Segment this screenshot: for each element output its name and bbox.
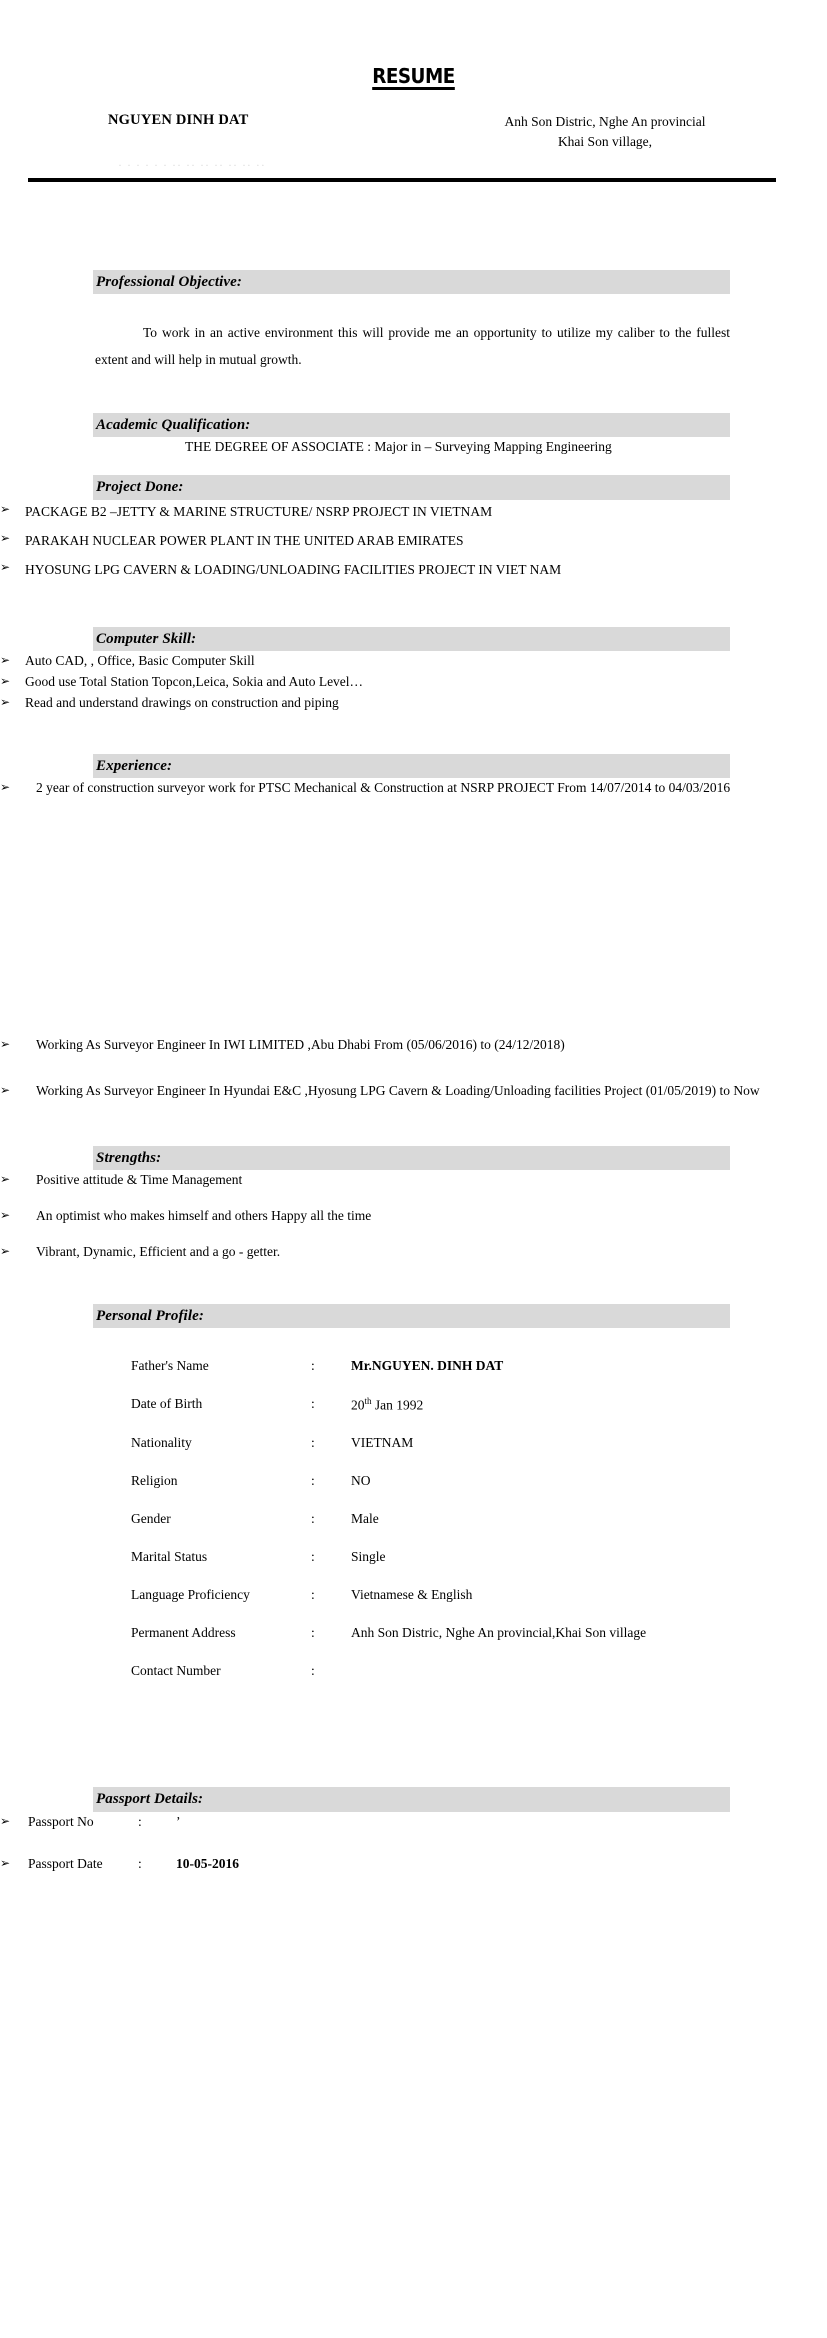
profile-colon: : — [311, 1625, 315, 1641]
section-passport-details-header — [93, 1787, 730, 1811]
bullet-arrow-icon: ➢ — [0, 652, 11, 667]
list-item-text: Vibrant, Dynamic, Efficient and a go - getter. — [36, 1243, 281, 1259]
table-row — [131, 1358, 646, 1396]
section-title: Academic Qualification: — [96, 416, 251, 433]
bullet-arrow-icon: ➢ — [0, 1171, 11, 1186]
section-computer-skill-header — [93, 627, 730, 651]
profile-label: Marital Status — [131, 1549, 208, 1565]
table-row — [131, 1625, 646, 1663]
profile-label: Permanent Address — [131, 1625, 236, 1641]
passport-no-value: ’ — [176, 1813, 181, 1829]
section-professional-objective-header — [93, 270, 730, 294]
section-personal-profile-header — [93, 1304, 730, 1328]
list-item — [0, 558, 827, 583]
spacer — [0, 457, 827, 475]
list-item — [0, 1854, 827, 1875]
bullet-arrow-icon: ➢ — [0, 673, 11, 688]
academic-qualification-line: THE DEGREE OF ASSOCIATE : Major in – Surveying Mapping Engineering — [185, 439, 612, 455]
bullet-arrow-icon: ➢ — [0, 1037, 11, 1052]
list-item — [0, 1242, 827, 1263]
list-item — [0, 529, 827, 554]
candidate-name: NGUYEN DINH DAT — [108, 112, 249, 128]
spacer — [0, 373, 827, 413]
profile-colon: : — [311, 1435, 315, 1451]
section-title: Professional Objective: — [96, 274, 243, 290]
spacer — [0, 1701, 827, 1787]
profile-colon: : — [311, 1549, 315, 1565]
project-done-list — [0, 500, 827, 583]
spacer — [0, 714, 827, 754]
passport-date-label: Passport Date — [28, 1856, 103, 1872]
profile-colon: : — [311, 1587, 315, 1603]
table-row — [131, 1587, 646, 1625]
passport-details-list — [0, 1812, 827, 1876]
table-row — [131, 1396, 646, 1436]
passport-colon: : — [138, 1856, 142, 1872]
profile-value: VIETNAM — [351, 1435, 414, 1451]
computer-skill-list — [0, 651, 827, 714]
experience-list-top — [0, 778, 827, 798]
table-row — [131, 1511, 646, 1549]
experience-list-bottom — [0, 1035, 827, 1102]
section-title: Experience: — [96, 757, 173, 774]
bullet-arrow-icon: ➢ — [0, 1083, 11, 1098]
section-project-done-header — [93, 475, 730, 499]
profile-label: Religion — [131, 1473, 178, 1489]
profile-value: Single — [351, 1549, 386, 1565]
profile-label: Contact Number — [131, 1663, 221, 1679]
list-item-text: 2 year of construction surveyor work for PTSC Mechanical & Construction at NSRP PROJECT From 14/07/2014 to 04/03/2016 — [36, 779, 731, 795]
section-title: Computer Skill: — [96, 630, 197, 647]
list-item — [0, 1081, 827, 1101]
list-item — [0, 651, 827, 672]
profile-colon: : — [311, 1395, 315, 1411]
list-item-text: PACKAGE B2 –JETTY & MARINE STRUCTURE/ NSRP PROJECT IN VIETNAM — [25, 503, 493, 519]
bullet-arrow-icon: ➢ — [0, 694, 11, 709]
dob-month-year: Jan 1992 — [371, 1397, 424, 1413]
profile-colon: : — [311, 1511, 315, 1527]
profile-label: Nationality — [131, 1435, 192, 1451]
profile-value: Mr.NGUYEN. DINH DAT — [351, 1357, 504, 1373]
profile-colon: : — [311, 1473, 315, 1489]
dob-day: 20 — [351, 1397, 365, 1413]
header-address-line-1: Anh Son Distric, Nghe An provincial — [504, 114, 706, 129]
profile-label: Gender — [131, 1511, 171, 1527]
profile-value: Anh Son Distric, Nghe An provincial,Khai Son village — [351, 1625, 647, 1641]
list-item — [0, 693, 827, 714]
bullet-arrow-icon: ➢ — [0, 1813, 11, 1828]
section-strengths-header — [93, 1146, 730, 1170]
profile-value — [351, 1396, 646, 1436]
document-title: RESUME — [372, 64, 455, 88]
bullet-arrow-icon: ➢ — [0, 559, 11, 574]
profile-value: Vietnamese & English — [351, 1587, 473, 1603]
section-experience-header — [93, 754, 730, 778]
header-divider-rule — [28, 178, 776, 182]
spacer — [0, 587, 827, 627]
header-address — [455, 112, 755, 151]
document-body — [0, 168, 827, 1875]
strengths-list — [0, 1170, 827, 1263]
passport-no-label: Passport No — [28, 1813, 94, 1829]
profile-value — [351, 1663, 646, 1701]
list-item — [0, 1812, 827, 1833]
list-item-text: PARAKAH NUCLEAR POWER PLANT IN THE UNITED ARAB EMIRATES — [25, 532, 464, 548]
spacer — [0, 1128, 827, 1146]
section-title: Strengths: — [96, 1149, 162, 1166]
profile-label: Language Proficiency — [131, 1587, 250, 1603]
bullet-arrow-icon: ➢ — [0, 501, 11, 516]
bullet-arrow-icon: ➢ — [0, 1243, 11, 1258]
list-item-text: Read and understand drawings on construction and piping — [25, 694, 339, 710]
list-item-text: Auto CAD, , Office, Basic Computer Skill — [25, 652, 255, 668]
table-row — [131, 1435, 646, 1473]
list-item — [0, 1206, 827, 1227]
profile-value: Male — [351, 1511, 379, 1527]
professional-objective-paragraph: To work in an active environment this will provide me an opportunity to utilize my caliber to the fullest extent and will help in mutual growth. — [95, 325, 730, 367]
bullet-arrow-icon: ➢ — [0, 530, 11, 545]
profile-value: NO — [351, 1473, 371, 1489]
list-item — [0, 672, 827, 693]
section-academic-qualification-header — [93, 413, 730, 437]
spacer — [0, 184, 827, 270]
list-item-text: Working As Surveyor Engineer In Hyundai E&C ,Hyosung LPG Cavern & Loading/Unloading facilities Project (01/05/2019) to Now — [36, 1083, 760, 1099]
passport-date-value: 10-05-2016 — [176, 1856, 239, 1872]
list-item-text: HYOSUNG LPG CAVERN & LOADING/UNLOADING FACILITIES PROJECT IN VIET NAM — [25, 561, 562, 577]
personal-profile-table — [131, 1358, 646, 1702]
passport-colon: : — [138, 1813, 142, 1829]
header-address-line-2: Khai Son village, — [557, 133, 653, 149]
section-title: Personal Profile: — [96, 1307, 204, 1324]
list-item-text: Good use Total Station Topcon,Leica, Sokia and Auto Level… — [25, 673, 364, 689]
list-item — [0, 1170, 827, 1191]
table-row — [131, 1473, 646, 1511]
table-row — [131, 1663, 646, 1701]
profile-colon: : — [311, 1357, 315, 1373]
profile-label: Date of Birth — [131, 1395, 203, 1411]
spacer — [0, 820, 827, 1035]
list-item — [0, 778, 827, 798]
dob-ordinal-suffix: th — [364, 1395, 372, 1406]
bullet-arrow-icon: ➢ — [0, 1207, 11, 1222]
bullet-arrow-icon: ➢ — [0, 1856, 11, 1871]
profile-colon: : — [311, 1663, 315, 1679]
spacer — [0, 294, 827, 320]
list-item-text: Positive attitude & Time Management — [36, 1171, 243, 1187]
list-item-text: Working As Surveyor Engineer In IWI LIMITED ,Abu Dhabi From (05/06/2016) to (24/12/2018) — [36, 1037, 565, 1053]
spacer — [0, 1278, 827, 1304]
bullet-arrow-icon: ➢ — [0, 779, 11, 794]
profile-label: Father's Name — [131, 1357, 209, 1373]
list-item-text: An optimist who makes himself and others Happy all the time — [36, 1207, 372, 1223]
document-title-container — [0, 0, 827, 90]
section-title: Project Done: — [96, 479, 184, 496]
redacted-contact-line: · · · · · · ·· ·· ·· ·· ·· ·· ·· — [118, 158, 266, 172]
list-item — [0, 500, 827, 525]
table-row — [131, 1549, 646, 1587]
section-title: Passport Details: — [96, 1791, 204, 1808]
list-item — [0, 1035, 827, 1055]
